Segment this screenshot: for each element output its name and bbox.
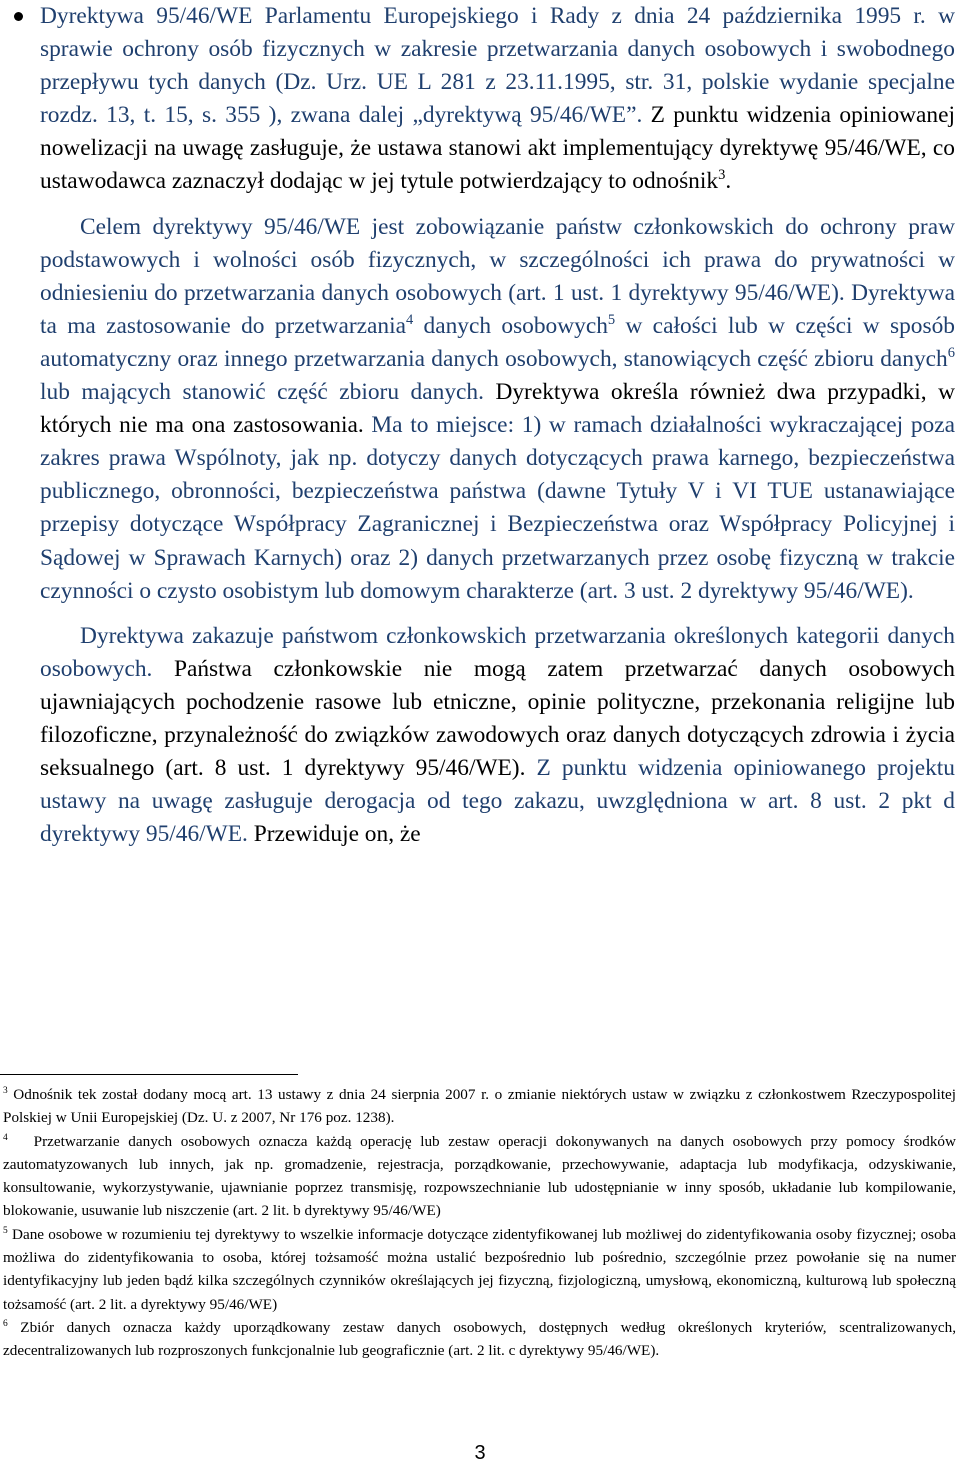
paragraph-prohibition bbox=[40, 620, 955, 852]
paragraph-text-part: Dyrektywa określa również dwa przypadki, w których nie ma ona zastosowania. bbox=[40, 379, 956, 439]
paragraph-text-part: Z punktu widzenia opiniowanego projektu ustawy na uwagę zasługuje derogacja od tego zakazu, uwzględniona w art. 8 ust. 2 pkt d dyrektywy 95/46/WE. bbox=[40, 755, 955, 848]
footnote-ref: 6 bbox=[947, 345, 955, 362]
footnote-mark: 3 bbox=[3, 1085, 8, 1096]
footnote-text: Przetwarzanie danych osobowych oznacza każdą operację lub zestaw operacji dokonywanych na danych osobowych przy pomocy środków zautomatyzowanych lub innych, jak np. gromadzenie, rejestracja, porządkowanie, przechowywanie, adaptacja lub modyfikacja, odzyskiwanie, konsultowanie, wykorzystywanie, ujawnianie poprzez transmisję, rozpowszechnianie lub udostępnianie w inny sposób, układanie lub kompilowanie, blokowanie, usuwanie lub niszczenie (art. 2 lit. b dyrektywy 95/46/WE) bbox=[3, 1132, 956, 1220]
footnote-6 bbox=[3, 1316, 956, 1363]
paragraph-text-part: Państwa członkowskie nie mogą zatem przetwarzać danych osobowych ujawniających pochodzenie rasowe lub etniczne, opinie polityczne, przekonania religijne lub filozoficzne, przynależność do związków zawodowych oraz danych dotyczących zdrowia i życia seksualnego (art. 8 ust. 1 dyrektywy 95/46/WE). bbox=[40, 655, 955, 782]
paragraph-text-part: Ma to miejsce: 1) w ramach działalności wykraczającej poza zakres prawa Wspólnoty, jak np. dotyczy danych dotyczących prawa karnego, bezpieczeństwa publicznego, obronności, bezpieczeństwa państwa (dawne Tytuły V i VI TUE ustanawiające przepisy dotyczące Współpracy Zagranicznej i Bezpieczeństwa oraz Współpracy Policyjnej i Sądowej w Sprawach Karnych) oraz 2) danych przetwarzanych przez osobę fizyczną w trakcie czynności o czysto osobistym lub domowym charakterze (art. 3 ust. 2 dyrektywy 95/46/WE). bbox=[40, 412, 955, 604]
paragraph-text-part: Dyrektywa zakazuje państwom członkowskich przetwarzania określonych kategorii danych osobowych. bbox=[40, 622, 955, 682]
paragraph-text-part: lub mających stanowić część zbioru danych. bbox=[40, 379, 496, 406]
footnotes bbox=[3, 1080, 956, 1363]
bullet-icon bbox=[14, 12, 23, 21]
footnote-ref: 5 bbox=[607, 312, 616, 329]
bullet-text-part: . bbox=[725, 168, 732, 195]
footnote-separator bbox=[0, 1074, 298, 1075]
footnote-5 bbox=[3, 1223, 956, 1316]
paragraph-directive-aim bbox=[40, 211, 955, 608]
footnote-ref: 3 bbox=[718, 167, 726, 184]
paragraph-text-part: danych osobowych bbox=[413, 312, 608, 339]
bullet-paragraph bbox=[40, 0, 955, 199]
paragraph-text-part: w całości lub w części w sposób automatyczny oraz innego przetwarzania danych osobowych, stanowiących część zbioru danych bbox=[40, 312, 955, 372]
paragraph-text-part: Przewiduje on, że bbox=[253, 821, 421, 848]
main-text bbox=[40, 0, 955, 851]
page-number: 3 bbox=[474, 1442, 486, 1464]
footnote-3 bbox=[3, 1083, 956, 1130]
footnote-mark: 4 bbox=[3, 1132, 8, 1143]
footnote-mark: 5 bbox=[3, 1225, 8, 1236]
footnote-ref: 4 bbox=[405, 312, 414, 329]
footnote-mark: 6 bbox=[3, 1318, 8, 1329]
footnote-text: Zbiór danych oznacza każdy uporządkowany zestaw danych osobowych, dostępnych według określonych kryteriów, scentralizowanych, zdecentralizowanych lub rozproszonych funkcjonalnie lub geograficznie (art. 2 lit. c dyrektywy 95/46/WE). bbox=[3, 1318, 956, 1360]
footnote-text: Dane osobowe w rozumieniu tej dyrektywy to wszelkie informacje dotyczące zidentyfikowanej lub możliwej do zidentyfikowania osoby fizycznej; osoba możliwa do zidentyfikowania to osoba, której tożsamość można ustalić bezpośrednio lub pośrednio, szczególnie przez powołanie się na numer identyfikacyjny lub jeden bądź kilka szczególnych czynników określających jej fizyczną, fizjologiczną, umysłową, ekonomiczną, kulturową lub społeczną tożsamość (art. 2 lit. a dyrektywy 95/46/WE) bbox=[3, 1225, 956, 1313]
bullet-text-part: Dyrektywa 95/46/WE Parlamentu Europejskiego i Rady z dnia 24 października 1995 r. w sprawie ochrony osób fizycznych w zakresie przetwarzania danych osobowych i swobodnego przepływu tych danych (Dz. Urz. UE L 281 z 23.11.1995, str. 31, polskie wydanie specjalne rozdz. 13, t. 15, s. 355 ), zwana dalej „dyrektywą 95/46/WE”. bbox=[40, 3, 955, 129]
footnote-text: Odnośnik tek został dodany mocą art. 13 ustawy z dnia 24 sierpnia 2007 r. o zmianie niektórych ustaw w związku z członkostwem Rzeczypospolitej Polskiej w Unii Europejskiej (Dz. U. z 2007, Nr 176 poz. 1238). bbox=[3, 1086, 956, 1127]
paragraph-text-part: Celem dyrektywy 95/46/WE jest zobowiązanie państw członkowskich do ochrony praw podstawowych i wolności osób fizycznych, w szczególności ich prawa do prywatności w odniesieniu do przetwarzania danych osobowych (art. 1 ust. 1 dyrektywy 95/46/WE). Dyrektywa ta ma zastosowanie do przetwarzania bbox=[40, 213, 955, 339]
bullet-text-part: Z punktu widzenia opiniowanej nowelizacji na uwagę zasługuje, że ustawa stanowi akt implementujący dyrektywę 95/46/WE, co ustawodawca zaznaczył dodając w jej tytule potwierdzający to odnośnik bbox=[40, 102, 955, 195]
footnote-4 bbox=[3, 1130, 956, 1223]
